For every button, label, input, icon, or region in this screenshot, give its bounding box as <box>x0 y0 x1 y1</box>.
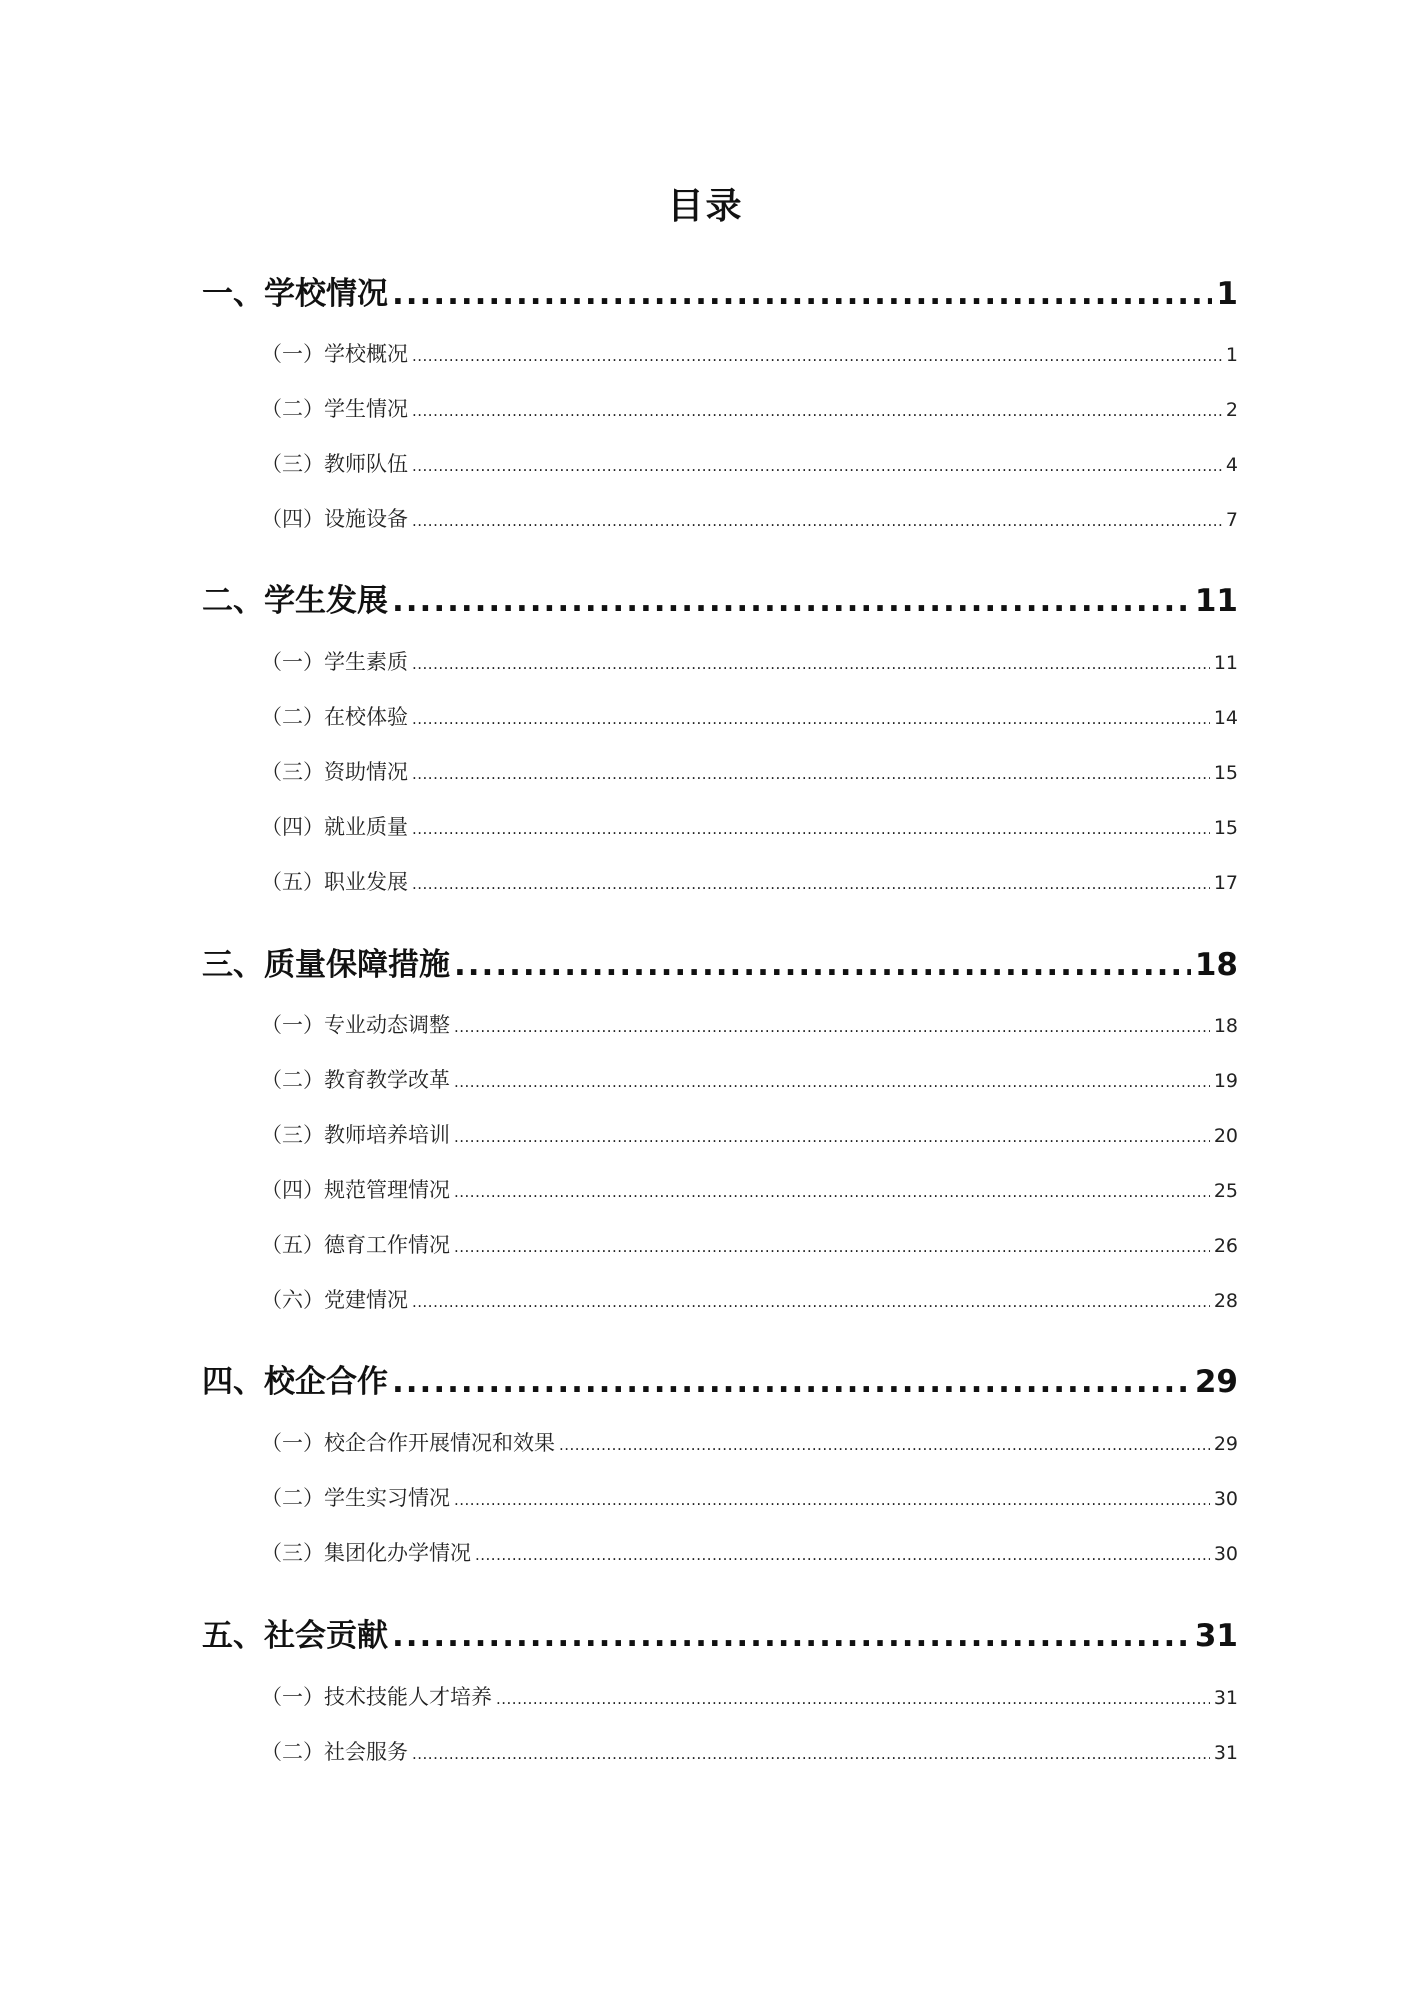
toc-page-number: 15 <box>1213 762 1238 784</box>
toc-section[interactable] <box>202 1356 1238 1400</box>
toc-section-label: 三、质量保障措施 <box>202 947 450 983</box>
dot-leader <box>412 397 1222 421</box>
toc-page-number: 2 <box>1225 399 1238 421</box>
toc-page-number: 7 <box>1225 509 1238 531</box>
dot-leader <box>412 870 1210 894</box>
toc-section[interactable] <box>202 268 1238 312</box>
toc-item-label: （四）规范管理情况 <box>261 1178 450 1202</box>
dot-leader <box>412 452 1222 476</box>
toc-item-label: （一）技术技能人才培养 <box>261 1685 492 1709</box>
dot-leader <box>454 1233 1210 1257</box>
toc-section-label: 一、学校情况 <box>202 276 388 312</box>
toc-page-number: 29 <box>1194 1364 1238 1400</box>
dot-leader <box>496 1685 1210 1709</box>
toc-item-label: （三）教师队伍 <box>261 452 408 476</box>
toc-section[interactable] <box>202 939 1238 983</box>
toc-item[interactable] <box>261 1736 1238 1766</box>
dot-leader <box>412 705 1210 729</box>
dot-leader <box>412 760 1210 784</box>
toc-item-label: （一）学校概况 <box>261 342 408 366</box>
dot-leader <box>392 1618 1191 1654</box>
toc-page-number: 14 <box>1213 707 1238 729</box>
dot-leader <box>454 1178 1210 1202</box>
toc-section[interactable] <box>202 1610 1238 1654</box>
toc-page-number: 31 <box>1213 1687 1238 1709</box>
dot-leader <box>412 815 1210 839</box>
toc-page-number: 25 <box>1213 1180 1238 1202</box>
toc-item-label: （四）就业质量 <box>261 815 408 839</box>
dot-leader <box>392 276 1212 312</box>
toc-item-label: （五）职业发展 <box>261 870 408 894</box>
toc-item-label: （一）校企合作开展情况和效果 <box>261 1431 555 1455</box>
toc-page-number: 19 <box>1213 1070 1238 1092</box>
toc-page-number: 29 <box>1213 1433 1238 1455</box>
toc-item[interactable] <box>261 1427 1238 1457</box>
toc-page-number: 1 <box>1225 344 1238 366</box>
dot-leader <box>412 342 1222 366</box>
toc-item-label: （一）学生素质 <box>261 650 408 674</box>
toc-item-label: （二）学生实习情况 <box>261 1486 450 1510</box>
dot-leader <box>412 1288 1210 1312</box>
toc-item[interactable] <box>261 1681 1238 1711</box>
page-title: 目录 <box>667 186 744 227</box>
toc-item[interactable] <box>261 1284 1238 1314</box>
toc-item-label: （二）教育教学改革 <box>261 1068 450 1092</box>
toc-page-number: 1 <box>1216 276 1238 312</box>
toc-item-label: （一）专业动态调整 <box>261 1013 450 1037</box>
toc-item[interactable] <box>261 393 1238 423</box>
toc-item[interactable] <box>261 1064 1238 1094</box>
dot-leader <box>412 507 1222 531</box>
dot-leader <box>559 1431 1210 1455</box>
toc-item-label: （五）德育工作情况 <box>261 1233 450 1257</box>
dot-leader <box>454 1013 1210 1037</box>
dot-leader <box>454 1123 1210 1147</box>
toc-item[interactable] <box>261 1537 1238 1567</box>
toc-page-number: 30 <box>1213 1543 1238 1565</box>
dot-leader <box>392 1364 1191 1400</box>
toc-section-label: 五、社会贡献 <box>202 1618 388 1654</box>
toc-item-label: （三）教师培养培训 <box>261 1123 450 1147</box>
toc-item[interactable] <box>261 646 1238 676</box>
dot-leader <box>412 1740 1210 1764</box>
dot-leader <box>454 1486 1210 1510</box>
toc-item[interactable] <box>261 811 1238 841</box>
toc-section[interactable] <box>202 575 1238 619</box>
toc-page-number: 28 <box>1213 1290 1238 1312</box>
toc-page-number: 18 <box>1213 1015 1238 1037</box>
toc-page-number: 30 <box>1213 1488 1238 1510</box>
toc-item[interactable] <box>261 503 1238 533</box>
toc-page-number: 31 <box>1194 1618 1238 1654</box>
toc-page-number: 11 <box>1194 583 1238 619</box>
toc-item-label: （四）设施设备 <box>261 507 408 531</box>
dot-leader <box>454 947 1191 983</box>
toc-page-number: 26 <box>1213 1235 1238 1257</box>
dot-leader <box>475 1541 1210 1565</box>
toc-item[interactable] <box>261 866 1238 896</box>
dot-leader <box>412 650 1210 674</box>
toc-section-label: 二、学生发展 <box>202 583 388 619</box>
toc-page-number: 18 <box>1194 947 1238 983</box>
toc-page-number: 31 <box>1213 1742 1238 1764</box>
toc-item-label: （二）在校体验 <box>261 705 408 729</box>
toc-page-number: 4 <box>1225 454 1238 476</box>
toc-item[interactable] <box>261 1482 1238 1512</box>
toc-item[interactable] <box>261 1229 1238 1259</box>
toc-item-label: （六）党建情况 <box>261 1288 408 1312</box>
toc-page-number: 11 <box>1213 652 1238 674</box>
toc-item[interactable] <box>261 338 1238 368</box>
toc-item[interactable] <box>261 1174 1238 1204</box>
toc-page-number: 20 <box>1213 1125 1238 1147</box>
toc-item-label: （二）学生情况 <box>261 397 408 421</box>
toc-item[interactable] <box>261 1119 1238 1149</box>
toc-page-number: 17 <box>1213 872 1238 894</box>
toc-item-label: （三）集团化办学情况 <box>261 1541 471 1565</box>
dot-leader <box>454 1068 1210 1092</box>
toc-item[interactable] <box>261 756 1238 786</box>
toc-page-number: 15 <box>1213 817 1238 839</box>
toc-section-label: 四、校企合作 <box>202 1364 388 1400</box>
toc-item-label: （三）资助情况 <box>261 760 408 784</box>
toc-item-label: （二）社会服务 <box>261 1740 408 1764</box>
toc-item[interactable] <box>261 701 1238 731</box>
toc-item[interactable] <box>261 1009 1238 1039</box>
toc-item[interactable] <box>261 448 1238 478</box>
dot-leader <box>392 583 1191 619</box>
